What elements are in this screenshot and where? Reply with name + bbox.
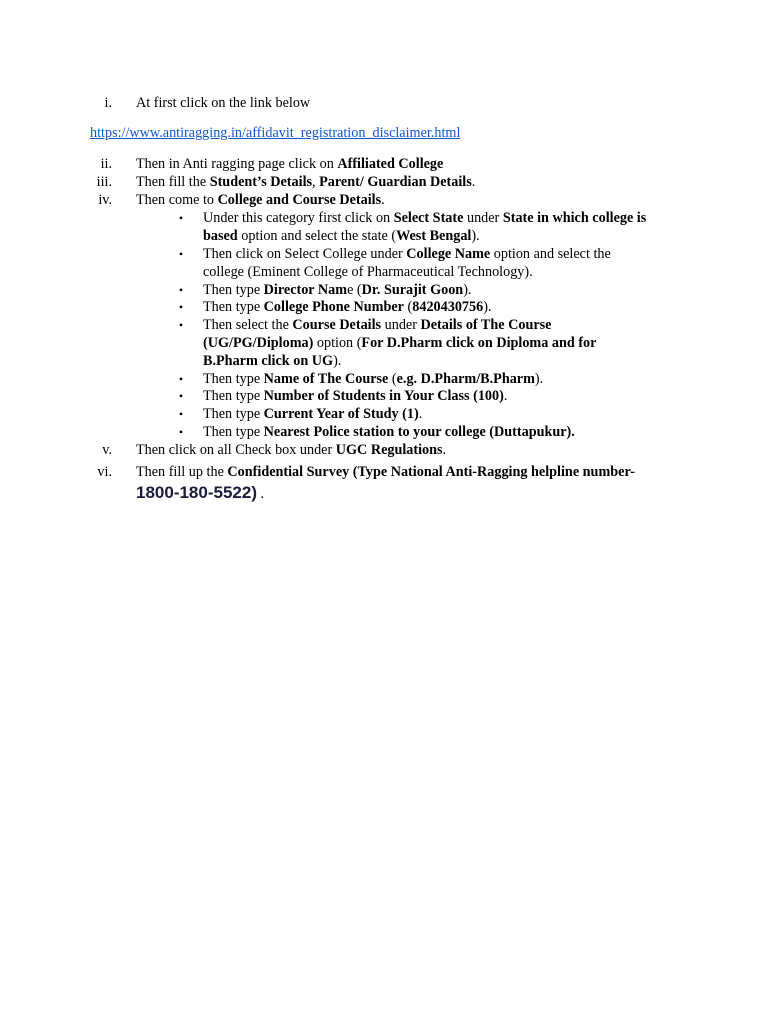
bullet-text: college (Eminent College of Pharmaceutical Technology). [203, 264, 533, 280]
bullet-text: (UG/PG/Diploma) option (For D.Pharm click on Diploma and for [203, 335, 597, 351]
list-number: iii. [96, 174, 112, 190]
bullet-text: B.Pharm click on UG). [203, 353, 342, 369]
list-number: ii. [100, 156, 112, 172]
list-number: i. [104, 95, 112, 111]
bullet-text: Then type Name of The Course (e.g. D.Pharm/B.Pharm). [203, 371, 544, 387]
bullet-text: Then type Current Year of Study (1). [203, 406, 423, 422]
bullet-text: Then type Number of Students in Your Class (100). [203, 388, 508, 404]
list-number: vi. [97, 464, 112, 480]
bullet-text: Then type Director Name (Dr. Surajit Goon). [203, 282, 472, 298]
bullet-text: Then type College Phone Number (8420430756). [203, 299, 492, 315]
bullet-icon: • [178, 247, 184, 261]
bullet-icon: • [178, 283, 184, 297]
list-text: Then in Anti ragging page click on Affiliated College [136, 156, 444, 172]
helpline-number: 1800-180-5522) [136, 483, 257, 502]
list-text: Then come to College and Course Details. [136, 192, 385, 208]
bullet-text: based option and select the state (West Bengal). [203, 228, 480, 244]
bullet-icon: • [178, 300, 184, 314]
bullet-text: Then select the Course Details under Details of The Course [203, 317, 552, 333]
bullet-text: Then click on Select College under College Name option and select the [203, 246, 611, 262]
affidavit-registration-link[interactable]: https://www.antiragging.in/affidavit_registration_disclaimer.html [90, 125, 461, 141]
list-number: v. [102, 442, 112, 458]
list-text: 1800-180-5522) . [136, 483, 265, 502]
list-text: Then fill the Student’s Details, Parent/ Guardian Details. [136, 174, 476, 190]
bullet-icon: • [178, 425, 184, 439]
bullet-icon: • [178, 318, 184, 332]
bullet-icon: • [178, 407, 184, 421]
list-text: Then fill up the Confidential Survey (Type National Anti-Ragging helpline number- [136, 464, 635, 480]
bullet-text: Under this category first click on Select State under State in which college is [203, 210, 647, 226]
bullet-text: Then type Nearest Police station to your college (Duttapukur). [203, 424, 575, 440]
list-text: At first click on the link below [136, 95, 311, 111]
list-text: Then click on all Check box under UGC Regulations. [136, 442, 447, 458]
list-number: iv. [98, 192, 112, 208]
bullet-icon: • [178, 372, 184, 386]
bullet-icon: • [178, 389, 184, 403]
bullet-icon: • [178, 211, 184, 225]
